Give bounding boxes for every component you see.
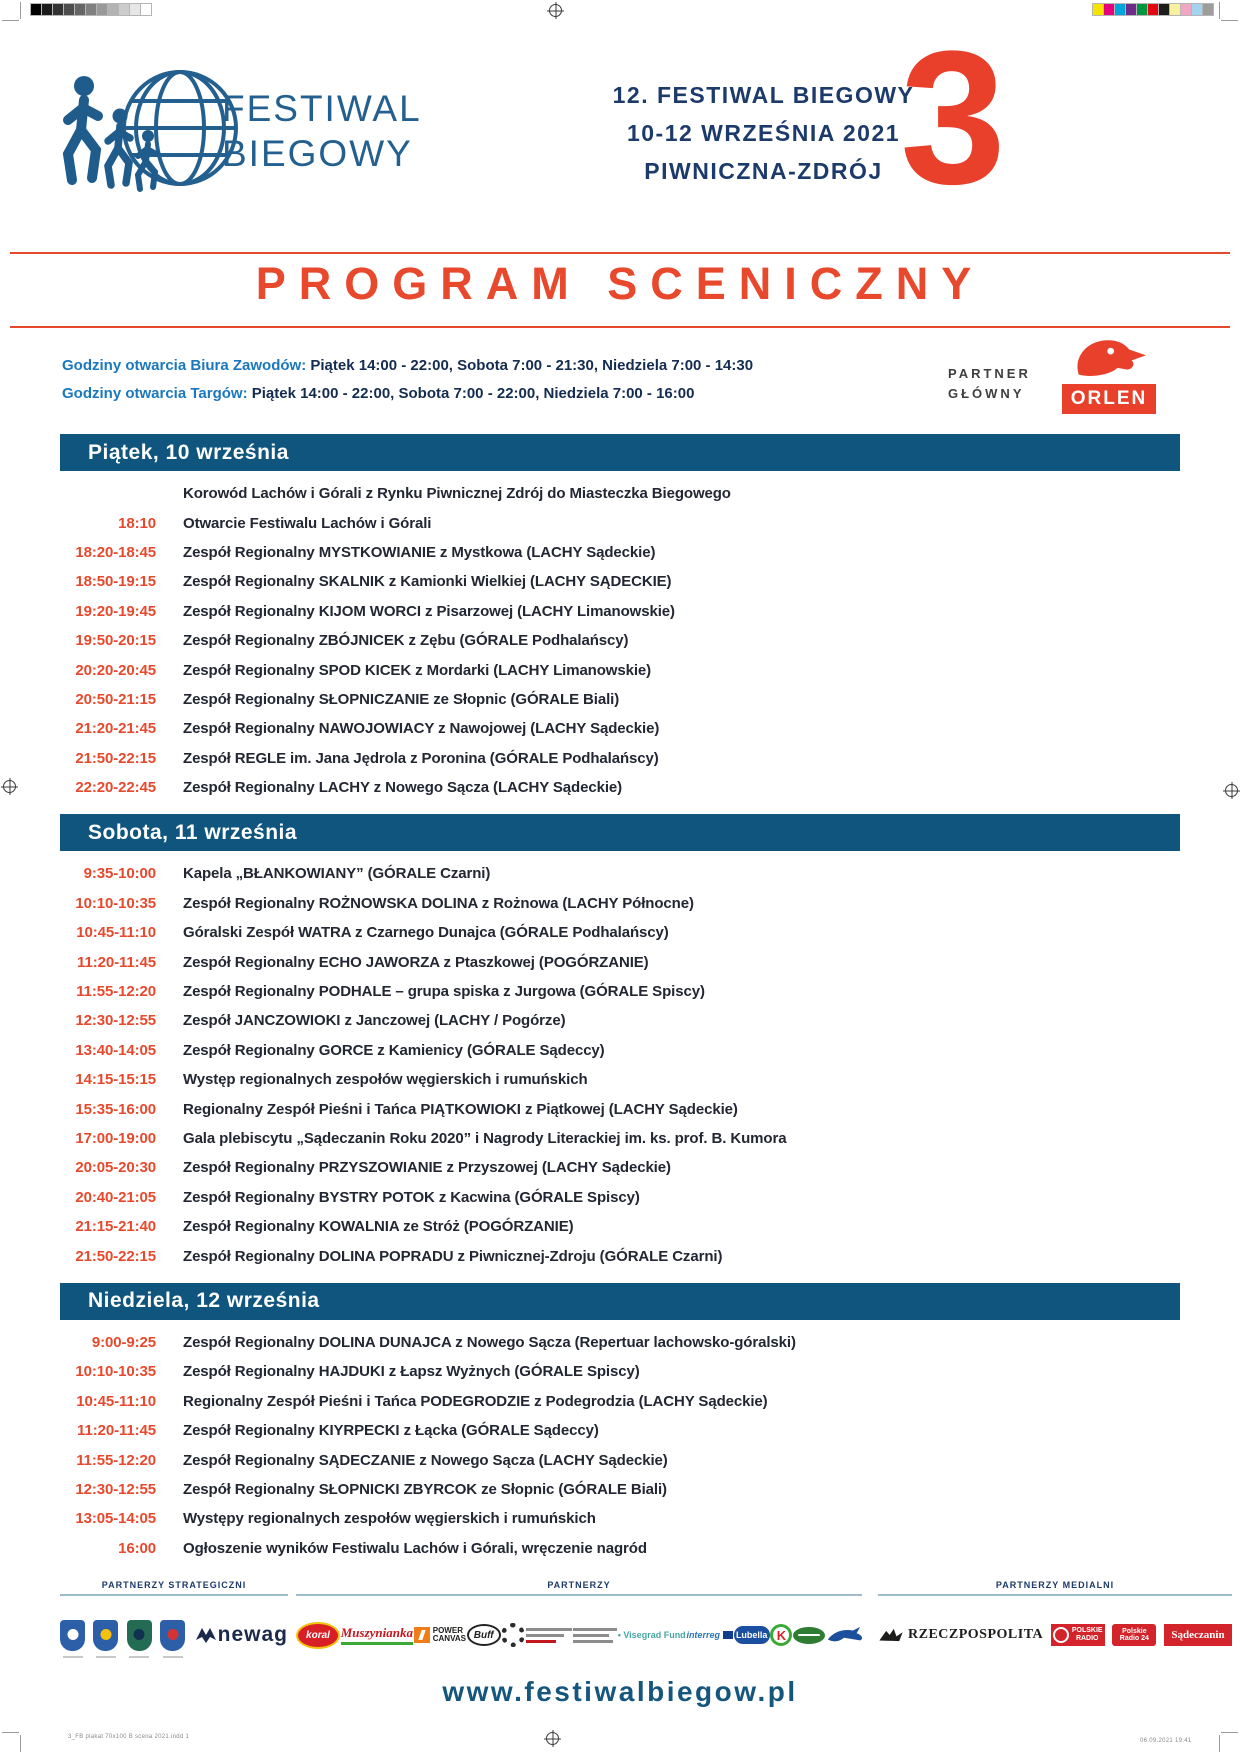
event-description: Ogłoszenie wyników Festiwalu Lachów i Górali, wręczenie nagród <box>183 1539 647 1557</box>
event-time: 18:50-19:15 <box>75 573 156 591</box>
polskie-radio-icon <box>1053 1627 1069 1643</box>
schedule-row <box>60 1445 1180 1474</box>
event-time: 10:10-10:35 <box>75 1363 156 1381</box>
interreg-logo: interreg <box>686 1630 733 1640</box>
opening-hours-label1: Godziny otwarcia Biura Zawodów: <box>62 357 307 374</box>
newag-wordmark: newag <box>217 1623 288 1646</box>
schedule-row <box>60 1387 1180 1416</box>
event-description: Zespół Regionalny GORCE z Kamienicy (GÓRALE Sądeccy) <box>183 1041 605 1059</box>
event-time: 22:20-22:45 <box>75 779 156 797</box>
event-time: 21:50-22:15 <box>75 1247 156 1265</box>
strategic-partners-label: PARTNERZY STRATEGICZNI <box>101 1580 247 1590</box>
lubella-logo: Lubella <box>734 1626 770 1644</box>
event-time: 12:30-12:55 <box>75 1480 156 1498</box>
polskie-radio-logo: POLSKIE RADIO <box>1051 1624 1105 1646</box>
opening-hours <box>62 352 753 408</box>
schedule-row <box>60 1153 1180 1182</box>
event-time: 11:55-12:20 <box>76 1451 156 1469</box>
schedule-row <box>60 859 1180 888</box>
schedule-row <box>60 567 1180 596</box>
k-brand-logo: K <box>770 1624 792 1646</box>
schedule-row <box>60 1241 1180 1270</box>
event-time: 18:10 <box>118 514 156 532</box>
polskie-radio-24-logo: Polskie Radio 24 <box>1112 1624 1156 1646</box>
schedule-row <box>60 655 1180 684</box>
schedule-row <box>60 508 1180 537</box>
eu-flag-icon <box>723 1631 733 1639</box>
coat-of-arms-icon <box>93 1620 118 1651</box>
event-time: 12:30-12:55 <box>75 1012 156 1030</box>
logo-line1: FESTIWAL <box>222 88 422 129</box>
section-rows <box>60 859 1180 1270</box>
schedule-row <box>60 479 1180 508</box>
print-slug-right: 06.09.2021 19:41 <box>1140 1738 1192 1744</box>
runners-icon <box>68 76 156 189</box>
section-rows <box>60 1328 1180 1563</box>
event-info <box>603 76 924 190</box>
event-time: 11:20-11:45 <box>77 1422 156 1440</box>
buff-logo: Buff <box>467 1624 501 1646</box>
event-location: PIWNICZNA-ZDRÓJ <box>644 158 883 184</box>
divider-rule <box>10 252 1230 254</box>
registration-mark <box>546 1732 559 1745</box>
event-time: 11:55-12:20 <box>76 983 156 1001</box>
orlen-wordmark: ORLEN <box>1062 384 1156 414</box>
event-description: Zespół Regionalny SŁOPNICKI ZBYRCOK ze Słopnic (GÓRALE Biali) <box>183 1480 667 1498</box>
coat-of-arms-piwniczna-icon <box>60 1620 85 1651</box>
registration-mark <box>3 780 16 793</box>
event-time: 21:20-21:45 <box>75 720 156 738</box>
visegrad-fund-logo: • Visegrad Fund <box>617 1630 686 1640</box>
event-description: Zespół Regionalny KIYRPECKI z Łącka (GÓRALE Sądeccy) <box>183 1422 599 1440</box>
event-time: 10:45-11:10 <box>76 1392 156 1410</box>
event-time: 21:50-22:15 <box>75 749 156 767</box>
event-time: 19:50-20:15 <box>75 632 156 650</box>
event-time: 21:15-21:40 <box>75 1218 156 1236</box>
print-slug-left: 3_FB plakat 70x100 B scena 2021.indd 1 <box>68 1734 190 1740</box>
coat-of-arms-icon <box>160 1620 185 1651</box>
section-header: Sobota, 11 września <box>60 814 1180 851</box>
section-header: Piątek, 10 września <box>60 434 1180 471</box>
event-time: 20:05-20:30 <box>75 1159 156 1177</box>
event-time: 10:10-10:35 <box>75 894 156 912</box>
rzeczpospolita-eagle-icon <box>878 1625 904 1645</box>
schedule-row <box>60 538 1180 567</box>
group-divider <box>296 1594 862 1596</box>
kultura-stamp-icon <box>501 1623 525 1647</box>
schedule-row <box>60 1006 1180 1035</box>
schedule-row <box>60 1534 1180 1563</box>
event-description: Zespół Regionalny DOLINA DUNAJCA z Nowego Sącza (Repertuar lachowsko-góralski) <box>183 1333 796 1351</box>
event-description: Zespół Regionalny HAJDUKI z Łapsz Wyżnych (GÓRALE Spiscy) <box>183 1363 640 1381</box>
page-number: 3 <box>900 12 1006 224</box>
schedule-row <box>60 597 1180 626</box>
schedule-row <box>60 1183 1180 1212</box>
event-time: 11:20-11:45 <box>77 953 156 971</box>
orlen-eagle-icon <box>1062 336 1156 378</box>
color-calibration-bar <box>1092 3 1213 16</box>
event-time: 20:50-21:15 <box>75 690 156 708</box>
event-description: Zespół Regionalny DOLINA POPRADU z Piwnicznej-Zdroju (GÓRALE Czarni) <box>183 1247 723 1265</box>
event-description: Gala plebiscytu „Sądeczanin Roku 2020” i Nagrody Literackiej im. ks. prof. B. Kumora <box>183 1130 787 1147</box>
event-time: 17:00-19:00 <box>75 1130 156 1147</box>
group-divider <box>878 1594 1232 1596</box>
crop-mark <box>2 20 19 21</box>
event-description: Zespół Regionalny PRZYSZOWIANIE z Przyszowej (LACHY Sądeckie) <box>183 1159 671 1177</box>
event-description: Występ regionalnych zespołów węgierskich i rumuńskich <box>183 1071 588 1089</box>
crop-mark <box>1219 1735 1220 1752</box>
divider-rule <box>10 326 1230 328</box>
media-partners-label: PARTNERZY MEDIALNI <box>995 1580 1115 1590</box>
event-time: 13:05-14:05 <box>75 1510 156 1528</box>
sadeczanin-logo: Sądeczanin <box>1164 1624 1232 1646</box>
newag-logo <box>194 1623 288 1647</box>
event-dates: 10-12 WRZEŚNIA 2021 <box>626 120 901 146</box>
event-time: 18:20-18:45 <box>75 543 156 561</box>
event-description: Zespół Regionalny ECHO JAWORZA z Ptaszkowej (POGÓRZANIE) <box>183 953 649 971</box>
power-canvas-icon <box>414 1627 430 1643</box>
event-description: Zespół Regionalny ROŻNOWSKA DOLINA z Rożnowa (LACHY Północne) <box>183 894 694 912</box>
partners-logos <box>296 1612 862 1658</box>
schedule-row <box>60 626 1180 655</box>
green-oval-logo <box>793 1627 825 1644</box>
event-description: Zespół Regionalny SŁOPNICZANIE ze Słopnic (GÓRALE Biali) <box>183 690 620 708</box>
event-description: Zespół Regionalny SĄDECZANIE z Nowego Sącza (LACHY Sądeckie) <box>183 1451 668 1469</box>
event-description: Korowód Lachów i Górali z Rynku Piwnicznej Zdrój do Miasteczka Biegowego <box>183 485 731 503</box>
schedule-row <box>60 1065 1180 1094</box>
schedule-row <box>60 685 1180 714</box>
section-rows <box>60 479 1180 802</box>
schedule-row <box>60 1328 1180 1357</box>
event-description: Zespół Regionalny SPOD KICEK z Mordarki (LACHY Limanowskie) <box>183 661 652 679</box>
muszynianka-logo: Muszynianka <box>341 1625 413 1645</box>
opening-hours-text2: Piątek 14:00 - 22:00, Sobota 7:00 - 22:00, Niedziela 7:00 - 16:00 <box>247 385 695 402</box>
event-time: 15:35-16:00 <box>75 1100 156 1118</box>
event-time: 20:20-20:45 <box>75 661 156 679</box>
newag-mark-icon <box>194 1626 218 1644</box>
partners-label: PARTNERZY <box>547 1580 611 1590</box>
event-time: 10:45-11:10 <box>76 924 156 942</box>
event-description: Otwarcie Festiwalu Lachów i Górali <box>183 514 432 532</box>
opening-hours-label2: Godziny otwarcia Targów: <box>62 385 248 402</box>
schedule-row <box>60 773 1180 802</box>
event-description: Zespół Regionalny SKALNIK z Kamionki Wielkiej (LACHY SĄDECKIE) <box>183 573 672 591</box>
event-description: Zespół Regionalny ZBÓJNICEK z Zębu (GÓRALE Podhalańscy) <box>183 632 629 650</box>
crop-mark <box>2 1732 19 1733</box>
opening-hours-line2 <box>62 380 753 408</box>
orlen-logo <box>1062 336 1156 414</box>
strategic-partners-logos <box>60 1612 288 1658</box>
schedule-row <box>60 977 1180 1006</box>
event-description: Zespół Regionalny KOWALNIA ze Stróż (POGÓRZANIE) <box>183 1218 574 1236</box>
crop-mark <box>20 2 21 19</box>
event-description: Zespół Regionalny BYSTRY POTOK z Kacwina (GÓRALE Spiscy) <box>183 1188 640 1206</box>
power-canvas-logo: POWER CANVAS <box>414 1627 466 1643</box>
schedule-row <box>60 1357 1180 1386</box>
event-title: 12. FESTIWAL BIEGOWY <box>612 82 915 108</box>
event-time: 9:35-10:00 <box>83 865 156 883</box>
event-time: 13:40-14:05 <box>75 1041 156 1059</box>
opening-hours-line1 <box>62 352 753 380</box>
event-time: 9:00-9:25 <box>91 1333 156 1351</box>
schedule-row <box>60 1475 1180 1504</box>
event-description: Regionalny Zespół Pieśni i Tańca PIĄTKOWIOKI z Piątkowej (LACHY Sądeckie) <box>183 1100 738 1118</box>
crop-mark <box>1219 2 1220 19</box>
logo-wordmark <box>222 86 422 176</box>
registration-mark <box>1225 784 1238 797</box>
crop-mark <box>1221 1732 1238 1733</box>
schedule <box>60 434 1180 1575</box>
document-title: PROGRAM SCENICZNY <box>255 258 985 309</box>
schedule-row <box>60 714 1180 743</box>
partner-label-line1: PARTNER <box>948 366 1031 381</box>
event-description: Zespół Regionalny NAWOJOWIACY z Nawojowej (LACHY Sądeckie) <box>183 720 660 738</box>
event-description: Kapela „BŁANKOWIANY” (GÓRALE Czarni) <box>183 865 491 883</box>
rzeczpospolita-wordmark: RZECZPOSPOLITA <box>908 1627 1044 1642</box>
media-partners-group <box>878 1580 1232 1658</box>
main-partner-label <box>948 364 1031 404</box>
event-time: 14:15-15:15 <box>75 1071 156 1089</box>
event-description: Regionalny Zespół Pieśni i Tańca PODEGRODZIE z Podegrodzia (LACHY Sądeckie) <box>183 1392 768 1410</box>
strategic-partners-group <box>60 1580 288 1658</box>
event-description: Zespół Regionalny MYSTKOWIANIE z Mystkowa (LACHY Sądeckie) <box>183 543 656 561</box>
festiwal-biegowy-logo-icon <box>58 58 243 203</box>
logo-line2: BIEGOWY <box>222 133 413 174</box>
opening-hours-text1: Piątek 14:00 - 22:00, Sobota 7:00 - 21:30, Niedziela 7:00 - 14:30 <box>306 357 754 374</box>
schedule-row <box>60 1036 1180 1065</box>
event-description: Zespół Regionalny KIJOM WORCI z Pisarzowej (LACHY Limanowskie) <box>183 602 675 620</box>
bird-logo-icon <box>826 1624 862 1646</box>
event-time: 20:40-21:05 <box>75 1188 156 1206</box>
schedule-row <box>60 947 1180 976</box>
event-description: Występy regionalnych zespołów węgierskich i rumuńskich <box>183 1510 596 1528</box>
media-partners-logos <box>878 1612 1232 1658</box>
schedule-row <box>60 918 1180 947</box>
schedule-row <box>60 1504 1180 1533</box>
schedule-row <box>60 744 1180 773</box>
crop-mark <box>20 1735 21 1752</box>
partners-group <box>296 1580 862 1658</box>
event-time: 19:20-19:45 <box>75 602 156 620</box>
event-description: Zespół Regionalny LACHY z Nowego Sącza (LACHY Sądeckie) <box>183 779 623 797</box>
section-header: Niedziela, 12 września <box>60 1283 1180 1320</box>
schedule-row <box>60 1416 1180 1445</box>
grayscale-calibration-bar <box>30 3 151 16</box>
event-time: 16:00 <box>118 1539 156 1557</box>
group-divider <box>60 1594 288 1596</box>
event-description: Zespół JANCZOWIOKI z Janczowej (LACHY / Pogórze) <box>183 1012 566 1030</box>
schedule-row <box>60 1212 1180 1241</box>
koral-logo: koral <box>296 1622 340 1649</box>
event-description: Zespół REGLE im. Jana Jędrola z Poronina (GÓRALE Podhalańscy) <box>183 749 659 767</box>
crop-mark <box>1221 20 1238 21</box>
ministry-logo <box>573 1628 617 1643</box>
culture-institute-logo <box>526 1628 572 1643</box>
website-url: www.festiwalbiegow.pl <box>442 1676 798 1707</box>
partner-label-line2: GŁÓWNY <box>948 386 1025 401</box>
schedule-row <box>60 1094 1180 1123</box>
event-description: Góralski Zespół WATRA z Czarnego Dunajca (GÓRALE Podhalańscy) <box>183 924 669 942</box>
schedule-row <box>60 889 1180 918</box>
schedule-row <box>60 1124 1180 1153</box>
event-description: Zespół Regionalny PODHALE – grupa spiska z Jurgowa (GÓRALE Spiscy) <box>183 983 705 1001</box>
coat-of-arms-icon <box>127 1620 152 1651</box>
rzeczpospolita-logo <box>878 1625 1043 1645</box>
registration-mark <box>549 4 562 17</box>
